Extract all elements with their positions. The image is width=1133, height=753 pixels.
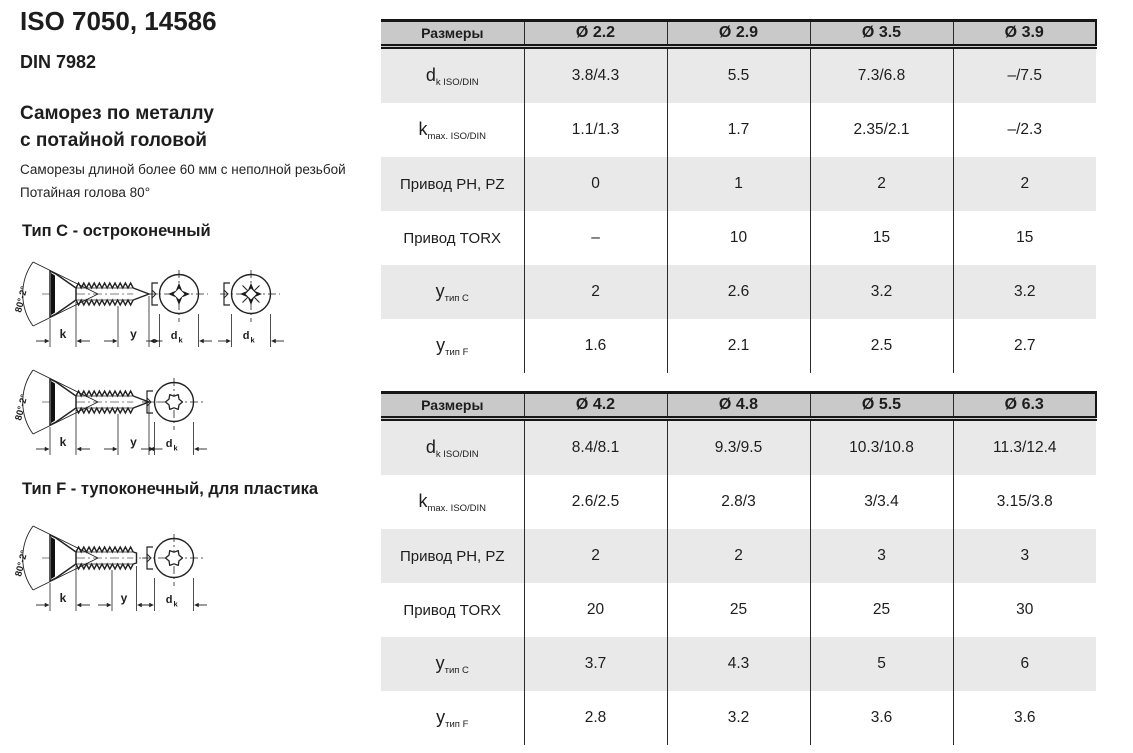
dim-label-dk-sub: k xyxy=(173,443,178,453)
blunt-tip xyxy=(133,552,136,564)
table-cell: 1.7 xyxy=(667,103,810,157)
row-label-symbol: y xyxy=(435,652,445,673)
dim-label-y: y xyxy=(130,435,137,449)
header-dimensions-label: Размеры xyxy=(381,393,524,419)
table-cell: 4.3 xyxy=(667,637,810,691)
dim-label-y: y xyxy=(130,327,137,341)
row-label-symbol: d xyxy=(425,64,436,85)
row-label-drive-torx: Привод TORX xyxy=(403,601,502,619)
row-label-symbol: y xyxy=(435,280,445,301)
table-cell: 1.1/1.3 xyxy=(524,103,667,157)
row-label-y-type-f xyxy=(381,319,524,373)
din-standard: DIN 7982 xyxy=(20,52,97,72)
table-cell: 15 xyxy=(953,211,1096,265)
dim-label-dk-main: d xyxy=(165,594,173,606)
table-cell: 3 xyxy=(953,529,1096,583)
row-label-subscript: k ISO/DIN xyxy=(435,76,479,88)
table-cell: 2.7 xyxy=(953,319,1096,373)
table-cell: 30 xyxy=(953,583,1096,637)
table-cell: 20 xyxy=(524,583,667,637)
row-label-subscript: тип C xyxy=(444,292,469,304)
table-cell: 3.2 xyxy=(953,265,1096,319)
type-f-drawing-torx xyxy=(6,514,236,618)
table-cell: 2.6/2.5 xyxy=(524,475,667,529)
row-label-drive-ph-pz: Привод PH, PZ xyxy=(381,529,524,583)
table-cell: 10 xyxy=(667,211,810,265)
table-cell: 3/3.4 xyxy=(810,475,953,529)
row-label-symbol: y xyxy=(436,334,446,355)
table-cell: 2 xyxy=(667,529,810,583)
dim-label-dk-main: d xyxy=(242,330,250,342)
header-diameter: Ø 3.5 xyxy=(810,21,953,47)
table-row-kmax xyxy=(381,103,1096,157)
row-label-subscript: тип C xyxy=(444,664,469,676)
row-label-symbol: k xyxy=(418,118,428,139)
header-diameter: Ø 3.9 xyxy=(953,21,1096,47)
table-cell: 3.8/4.3 xyxy=(524,47,667,104)
table-row-drive-ph-pz xyxy=(381,157,1096,211)
table-cell: 25 xyxy=(667,583,810,637)
row-label-subscript: k ISO/DIN xyxy=(435,448,479,460)
table-cell: 15 xyxy=(810,211,953,265)
type-c-drawing-ph-pz xyxy=(6,250,306,354)
left-panel xyxy=(0,0,378,753)
dim-label-dk-sub: k xyxy=(173,599,178,609)
row-label-symbol: y xyxy=(436,706,446,727)
table-cell: –/7.5 xyxy=(953,47,1096,104)
table-cell: 5 xyxy=(810,637,953,691)
table-header-row xyxy=(381,21,1096,47)
type-f-heading: Тип F - тупоконечный, для пластика xyxy=(22,480,319,498)
table-row-drive-torx xyxy=(381,211,1096,265)
product-name-line1: Саморез по металлу xyxy=(20,103,214,124)
dim-label-y: y xyxy=(120,591,128,605)
torx-recess-icon xyxy=(166,551,183,566)
table-row-drive-ph-pz xyxy=(381,529,1096,583)
screw-side-view xyxy=(23,370,163,455)
table-cell: 3.2 xyxy=(667,691,810,745)
table-cell: 0 xyxy=(524,157,667,211)
table-cell: 25 xyxy=(810,583,953,637)
page-title: ISO 7050, 14586 xyxy=(20,6,217,36)
table-cell: 2 xyxy=(810,157,953,211)
header-diameter: Ø 2.9 xyxy=(667,21,810,47)
table-cell: 10.3/10.8 xyxy=(810,419,953,476)
table-cell: 3.6 xyxy=(810,691,953,745)
table-row-y-type-c xyxy=(381,637,1096,691)
table-cell: 7.3/6.8 xyxy=(810,47,953,104)
table-cell: 8.4/8.1 xyxy=(524,419,667,476)
table-cell: 2.8 xyxy=(524,691,667,745)
table-row-drive-torx xyxy=(381,583,1096,637)
angle-label: 80°-2° xyxy=(13,393,31,422)
row-label-subscript: max. ISO/DIN xyxy=(427,502,487,514)
table-row-kmax xyxy=(381,475,1096,529)
row-label-kmax xyxy=(381,475,524,529)
row-label-y-type-c xyxy=(381,265,524,319)
header-diameter: Ø 5.5 xyxy=(810,393,953,419)
dim-label-k: k xyxy=(59,591,67,605)
row-label-subscript: тип F xyxy=(445,718,469,730)
table-cell: 5.5 xyxy=(667,47,810,104)
table-cell: 1.6 xyxy=(524,319,667,373)
table-row-y-type-f xyxy=(381,691,1096,745)
row-label-dk xyxy=(381,419,524,476)
row-label-drive-ph-pz: Привод PH, PZ xyxy=(381,157,524,211)
table-row-dk xyxy=(381,47,1096,104)
dim-label-dk-main: d xyxy=(165,438,173,450)
dim-label-k: k xyxy=(59,327,67,341)
row-label-symbol: k xyxy=(418,490,428,511)
header-diameter: Ø 4.8 xyxy=(667,393,810,419)
table-cell: 9.3/9.5 xyxy=(667,419,810,476)
table-cell: 2.5 xyxy=(810,319,953,373)
dim-label-dk-sub: k xyxy=(250,335,255,345)
header-diameter: Ø 6.3 xyxy=(953,393,1096,419)
table-cell: 3 xyxy=(810,529,953,583)
table-cell: 2 xyxy=(524,265,667,319)
table-header-row xyxy=(381,393,1096,419)
table-cell: 2 xyxy=(524,529,667,583)
type-c-drawing-torx xyxy=(6,358,236,462)
table-cell: –/2.3 xyxy=(953,103,1096,157)
screw-side-view xyxy=(23,262,163,347)
torx-recess-icon xyxy=(166,395,183,410)
screw-side-view xyxy=(23,526,150,611)
header-diameter: Ø 2.2 xyxy=(524,21,667,47)
product-name-line2: с потайной головой xyxy=(20,130,207,151)
table-cell: 3.6 xyxy=(953,691,1096,745)
table-cell: 2 xyxy=(953,157,1096,211)
type-c-heading: Тип C - остроконечный xyxy=(22,222,211,240)
table-cell: 3.15/3.8 xyxy=(953,475,1096,529)
size-table-2 xyxy=(381,391,1097,745)
table-row-dk xyxy=(381,419,1096,476)
table-cell: – xyxy=(524,211,667,265)
row-label-subscript: тип F xyxy=(445,346,469,358)
dim-label-k: k xyxy=(59,435,67,449)
table-cell: 2.1 xyxy=(667,319,810,373)
row-label-dk xyxy=(381,47,524,104)
description-line1: Саморезы длиной более 60 мм с неполной резьбой xyxy=(20,162,346,177)
table-row-y-type-f xyxy=(381,319,1096,373)
table-cell: 6 xyxy=(953,637,1096,691)
pointed-tip xyxy=(133,288,149,300)
description-line2: Потайная голова 80° xyxy=(20,185,151,200)
table-row-y-type-c xyxy=(381,265,1096,319)
row-label-y-type-c xyxy=(381,637,524,691)
dim-label-dk-main: d xyxy=(170,330,178,342)
header-dimensions-label: Размеры xyxy=(381,21,524,47)
product-name xyxy=(20,100,214,154)
table-cell: 1 xyxy=(667,157,810,211)
row-label-drive-torx: Привод TORX xyxy=(403,229,502,247)
row-label-symbol: d xyxy=(425,436,436,457)
product-description xyxy=(20,158,346,204)
table-cell: 3.7 xyxy=(524,637,667,691)
size-table-1 xyxy=(381,19,1097,373)
angle-label: 80°-2° xyxy=(13,549,31,578)
row-label-kmax xyxy=(381,103,524,157)
header-diameter: Ø 4.2 xyxy=(524,393,667,419)
table-cell: 2.6 xyxy=(667,265,810,319)
table-cell: 2.8/3 xyxy=(667,475,810,529)
table-cell: 2.35/2.1 xyxy=(810,103,953,157)
row-label-subscript: max. ISO/DIN xyxy=(427,130,487,142)
row-label-y-type-f xyxy=(381,691,524,745)
table-cell: 3.2 xyxy=(810,265,953,319)
dim-label-dk-sub: k xyxy=(178,335,183,345)
angle-label: 80°-2° xyxy=(13,285,31,314)
table-cell: 11.3/12.4 xyxy=(953,419,1096,476)
